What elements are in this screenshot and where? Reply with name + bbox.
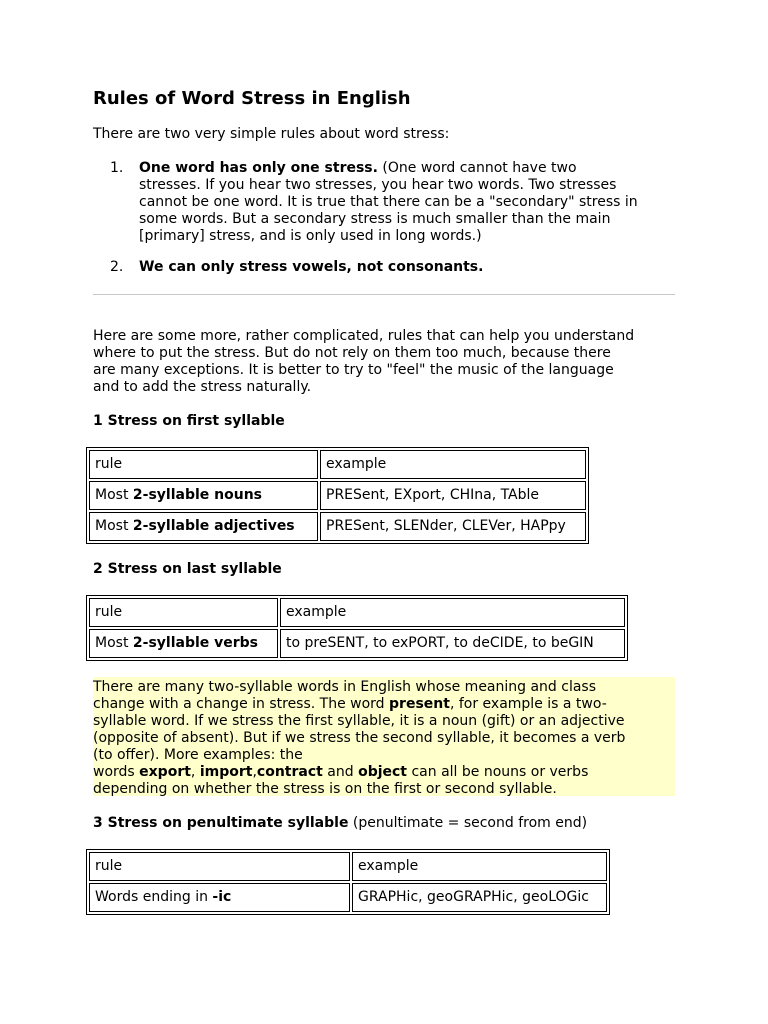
keyword-contract: contract	[256, 764, 323, 780]
complicated-rules-paragraph: Here are some more, rather complicated, rules that can help you understand where to put the stress. But do not rely on them too much, because there are many exceptions. It is better to try to "feel" the music of the language and to add the stress naturally.	[93, 328, 635, 395]
example-cell: GRAPHic, geoGRAPHic, geoLOGic	[352, 883, 607, 912]
table-row	[89, 512, 586, 541]
header-cell-rule: rule	[89, 450, 318, 479]
header-cell-example: example	[352, 852, 607, 881]
keyword-import: import	[199, 764, 253, 780]
table-row	[89, 883, 607, 912]
highlighted-note: There are many two-syllable words in English whose meaning and class change with a change in stress. The word present, for example is a two- syllable word. If we stress the first syllable, it is a noun (gift) or an adjective (opposite of absent). But if we stress the second syllable, it becomes a verb (to offer). More examples: the words export, import,contract and object can all be nouns or verbs depending on whether the stress is on the first or second syllable.	[93, 677, 675, 796]
table-row	[89, 481, 586, 510]
table-header-row	[89, 598, 625, 627]
rule-cell: Most 2-syllable nouns	[89, 481, 318, 510]
table-header-row	[89, 852, 607, 881]
section-heading-first-syllable: 1 Stress on first syllable	[93, 413, 285, 429]
rule-cell: Most 2-syllable verbs	[89, 629, 278, 658]
horizontal-divider	[93, 294, 675, 295]
example-cell: PRESent, EXport, CHIna, TAble	[320, 481, 586, 510]
rule-cell: Most 2-syllable adjectives	[89, 512, 318, 541]
section-heading-penultimate-syllable: 3 Stress on penultimate syllable (penultimate = second from end)	[93, 815, 588, 831]
header-cell-rule: rule	[89, 852, 350, 881]
rule-heading: One word has only one stress.	[139, 160, 378, 176]
header-cell-example: example	[280, 598, 625, 627]
header-cell-example: example	[320, 450, 586, 479]
first-syllable-table	[86, 447, 589, 544]
penultimate-syllable-table	[86, 849, 610, 915]
example-cell: to preSENT, to exPORT, to deCIDE, to beGIN	[280, 629, 625, 658]
keyword-present: present	[389, 696, 450, 712]
keyword-object: object	[358, 764, 408, 780]
example-cell: PRESent, SLENder, CLEVer, HAPpy	[320, 512, 586, 541]
last-syllable-table	[86, 595, 628, 661]
rule-heading: We can only stress vowels, not consonants.	[139, 259, 484, 275]
table-row	[89, 629, 625, 658]
list-number: 2.	[110, 259, 124, 275]
list-number: 1.	[110, 160, 124, 176]
rule-cell: Words ending in -ic	[89, 883, 350, 912]
keyword-export: export	[139, 764, 191, 780]
intro-text: There are two very simple rules about word stress:	[93, 126, 450, 142]
table-header-row	[89, 450, 586, 479]
section-heading-last-syllable: 2 Stress on last syllable	[93, 561, 282, 577]
header-cell-rule: rule	[89, 598, 278, 627]
page-title: Rules of Word Stress in English	[93, 88, 411, 109]
list-item	[110, 259, 683, 276]
list-item: 1. One word has only one stress. (One word cannot have two stresses. If you hear two stresses, you hear two words. Two stresses cannot be one word. It is true that there can be a "secondary" stress in some words. But a secondary stress is much smaller than the main [primary] stress, and is only used in long words.)	[110, 160, 638, 244]
simple-rules-list	[93, 160, 683, 276]
